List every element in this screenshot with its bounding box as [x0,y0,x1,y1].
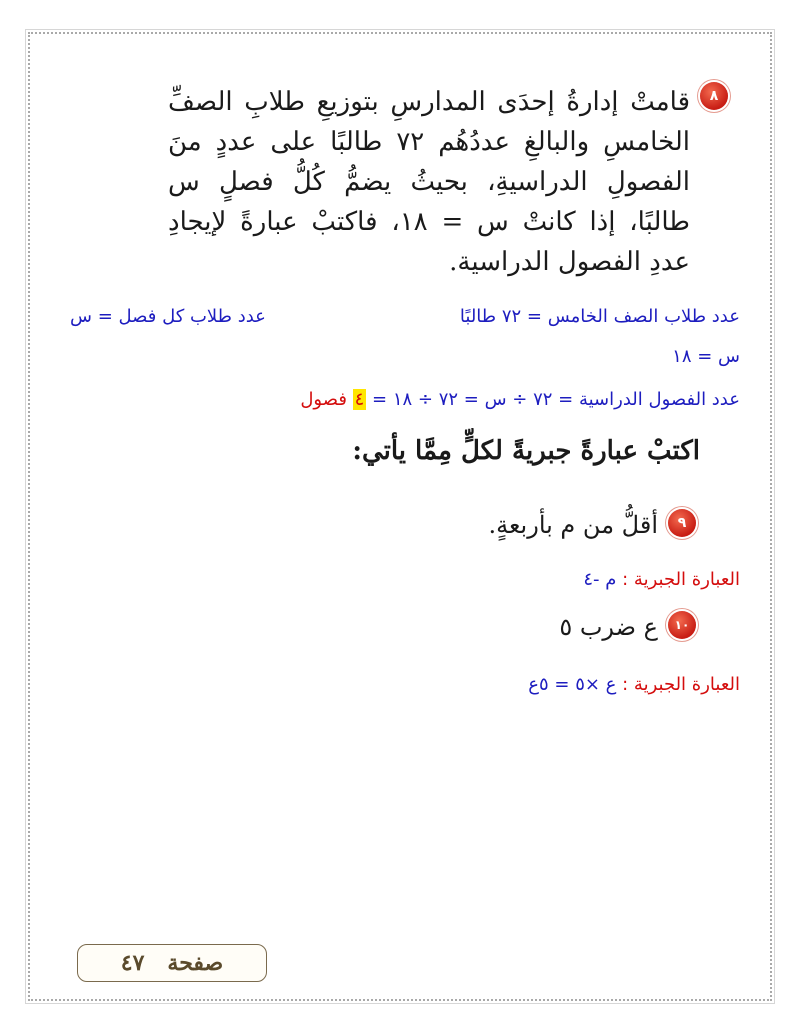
answer-unit: فصول [300,389,353,410]
answer-label: العبارة الجبرية : [616,569,740,590]
problem-10 [559,611,696,643]
problem-number-badge: ٨ [700,82,728,110]
answer-line-3 [300,389,740,410]
answer-label: العبارة الجبرية : [616,674,740,695]
section-heading: اكتبْ عبارةً جبريةً لكلٍّ مِمَّا يأتي: [352,436,700,466]
page-number: ٤٧ [120,950,145,976]
problem-8 [168,82,728,282]
answer-9 [583,569,740,590]
problem-text: قامتْ إدارةُ إحدَى المدارسِ بتوزيعِ طلابِ الصفِّ الخامسِ والبالغِ عددُهُم ٧٢ طالبًا على عددٍ منَ الفصولِ الدراسيةِ، بحيثُ يضمُّ كُلُّ فصلٍ س طالبًا، إذا كانتْ س = ١٨، فاكتبْ عبارةً لإيجادِ عددِ الفصول الدراسية. [168,87,690,277]
answer-expression: ع ×٥ = ٥ع [528,674,617,695]
answer-text: عدد طلاب كل فصل = س [70,306,266,327]
problem-9 [488,509,696,541]
highlighted-result: ٤ [354,389,365,410]
answer-expression: م -٤ [583,569,617,590]
problem-text: ع ضرب ٥ [559,613,658,641]
answer-text: عدد طلاب الصف الخامس = ٧٢ طالبًا [459,306,740,327]
page-number-box [77,944,267,982]
problem-number-badge: ٩ [668,509,696,537]
problem-number-badge: ١٠ [668,611,696,639]
page-frame [28,32,772,1001]
page-label: صفحة [167,950,224,976]
page-content [60,34,740,999]
problem-text: أقلُّ من م بأربعةٍ. [488,511,658,539]
answer-10 [528,674,740,695]
answer-equation: عدد الفصول الدراسية = ٧٢ ÷ س = ٧٢ ÷ ١٨ = [366,389,740,410]
answer-line-2: س = ١٨ [672,346,740,367]
